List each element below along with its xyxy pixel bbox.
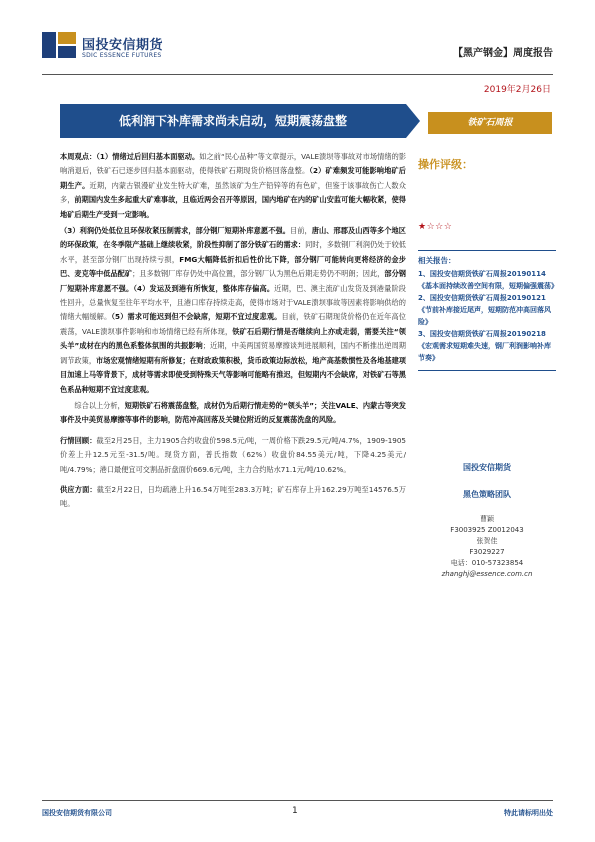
footer-source-note: 特此请标明出处: [504, 809, 553, 817]
sidebar: [418, 150, 556, 371]
analyst-email[interactable]: zhanghj@essence.com.cn: [441, 570, 533, 578]
footer-divider: [42, 800, 553, 801]
title-arrow: [406, 104, 420, 138]
view-lead: 本周观点：: [60, 152, 97, 161]
logo-company-english: SDIC ESSENCE FUTURES: [82, 52, 162, 59]
related-report-item[interactable]: 2、国投安信期货铁矿石周报20190121《节前补库接近尾声，短期防范冲高回落风险》: [418, 294, 551, 326]
point-5-emphasis-2: 市场宏观情绪短期有所修复；在财政政策积极，货币政策边际放松，地产高基数惯性及各地基建项目加速上马等背景下，成材等需求即使受到特殊天气等影响可能略有推迟，但短期内不会缺席，对铁矿石等黑色系品种短期不宜过度悲观。: [60, 355, 406, 394]
point-2-text: 近期，内蒙古银漫矿业发生特大矿难，虽然该矿为生产铅锌等的有色矿，但鉴于该事故伤亡人数众多，: [60, 180, 406, 205]
rating-stars: ★☆☆☆: [418, 222, 453, 232]
point-4-heading: （4）发运及到港有所恢复，整体库存偏高。: [133, 283, 275, 293]
point-3-emphasis-2: FMG大幅降低折扣后性价比下降，部分钢厂可能转向更将经济的金步巴、麦克等中低品配矿: [60, 254, 406, 279]
point-3-text-3: ；且多数钢厂库存仍处中高位置，部分钢厂认为黑色后期走势仍不明朗；因此，: [132, 269, 385, 279]
related-reports: [418, 250, 556, 371]
point-3-emphasis-3: 部分钢厂短期补库意愿不强。: [60, 269, 406, 293]
team-name: 黑色策略团队: [463, 490, 511, 499]
paragraph-summary: [60, 399, 406, 428]
paragraph-market-review: [60, 434, 406, 477]
analyst-name: 张贺佳: [476, 537, 498, 545]
report-date: 2019年2月26日: [483, 85, 551, 95]
supply-text: 截至2月22日，日均疏港上升16.54万吨至283.3万吨；矿石库存上升162.29万吨至14576.5万吨。: [60, 484, 406, 509]
report-header: [42, 28, 553, 68]
point-2-emphasis: 前期国内发生多起重大矿难事故，且临近两会召开等原因，国内地矿在内的矿山安监可能大幅收紧，使得地矿后期生产受到一定影响。: [60, 195, 406, 219]
supply-heading: 供应方面：: [60, 484, 97, 494]
footer-company: 国投安信期货有限公司: [42, 809, 112, 817]
related-report-item[interactable]: 1、国投安信期货铁矿石周报20190114《基本面持续改善空间有限，短期偏强震荡》: [418, 270, 558, 290]
main-content: [60, 150, 406, 514]
page-number: 1: [292, 806, 298, 816]
paragraph-view-2: [60, 224, 406, 397]
analyst-name: 曹颖: [480, 515, 494, 523]
point-5-text-2: ；近期，中美两国贸易摩擦谈判进展顺利，国内不断推出逆周期调节政策，: [60, 341, 406, 365]
point-3-text-2: 同时，多数钢厂利润仍处于较低水平，甚至部分钢厂出现持续亏损，: [60, 240, 406, 264]
team-company: 国投安信期货: [463, 463, 511, 472]
related-report-item[interactable]: 3、国投安信期货铁矿石周报20190218《宏观需求短期难失速，钢厂利润影响补库节奏》: [418, 330, 551, 362]
paragraph-supply: [60, 483, 406, 512]
summary-text: 短期铁矿石将震荡盘整，成材仍为后期行情走势的“领头羊”；关注VALE、内蒙古等突发事件及中美贸易摩擦等事件的影响，防范冲高回落及关键位附近的反复震荡洗盘的风险。: [60, 400, 406, 425]
logo-company-name: 国投安信期货: [82, 38, 164, 53]
point-1-text: 如之前“民心品种”等文章提示，VALE溃坝等事故对市场情绪的影响消退后，铁矿石已逐步回归基本面驱动，使得铁矿石期现货价格回落盘整。: [60, 152, 407, 176]
report-type: 【黑产钢金】周度报告: [453, 48, 553, 59]
point-1-heading: （1）情绪过后回归基本面驱动。: [96, 152, 200, 161]
point-5-emphasis: 铁矿石后期行情是否继续向上亦或走弱，需要关注“领头羊”成材在内的黑色系整体氛围的共振影响: [60, 326, 406, 351]
analyst-phone: 电话：010-57323854: [450, 559, 524, 567]
summary-lead: 综合以上分析，: [74, 400, 125, 410]
header-divider: [42, 74, 553, 75]
sdic-logo-icon: [42, 32, 76, 58]
point-2-heading: （2）矿难频发可能影响地矿后期生产。: [60, 166, 406, 190]
point-3-emphasis: 唐山、邢郡及山西等多个地区的环保政策，在冬季限产基础上继续收紧，阶段性抑制了部分铁矿石的需求：: [60, 226, 406, 250]
point-3-text: 目前，: [289, 226, 312, 236]
analyst-license: F3003925 Z0012043: [450, 526, 524, 534]
related-reports-divider: [418, 370, 556, 371]
related-reports-title: 相关报告：: [418, 256, 456, 265]
rating-label: 操作评级：: [418, 158, 473, 171]
report-tag: 铁矿石周报: [428, 112, 552, 134]
report-title: 低利润下补库需求尚未启动，短期震荡盘整: [60, 104, 406, 138]
point-3-heading: （3）利润仍处低位且环保收紧压制需求，部分钢厂短期补库意愿不强。: [60, 226, 290, 236]
paragraph-view-1: [60, 150, 406, 222]
analyst-license: F3029227: [469, 548, 505, 556]
market-review-heading: 行情回顾：: [60, 435, 97, 445]
market-review-text: 截至2月25日，主力1905合约收盘价598.5元/吨，一周价格下跌29.5元/吨/4.7%，1909-1905价差上升12.5元至-31.5/吨。现货方面，普氏指数（62%）收盘价84.55美元/吨，下降4.25美元/吨/4.79%；港口最便宜可交割品折盘面价669.6元/吨，主力合约贴水71.1元/吨/10.62%。: [60, 435, 406, 474]
point-5-text: 目前，铁矿石期现货价格仍在近年高位震荡，VALE溃坝事件影响和市场情绪已经有所体现，: [60, 312, 406, 336]
analyst-team: [418, 462, 556, 580]
point-4-text: 近期，巴、澳主流矿山发货及到港量阶段性回升，总量恢复至往年平均水平，且港口库存持续走高，使得市场对于VALE溃坝事故等因素将影响供给的情绪大幅缓解。: [60, 283, 406, 322]
point-5-heading: （5）需求可能迟到但不会缺席，短期不宜过度悲观。: [111, 312, 282, 322]
